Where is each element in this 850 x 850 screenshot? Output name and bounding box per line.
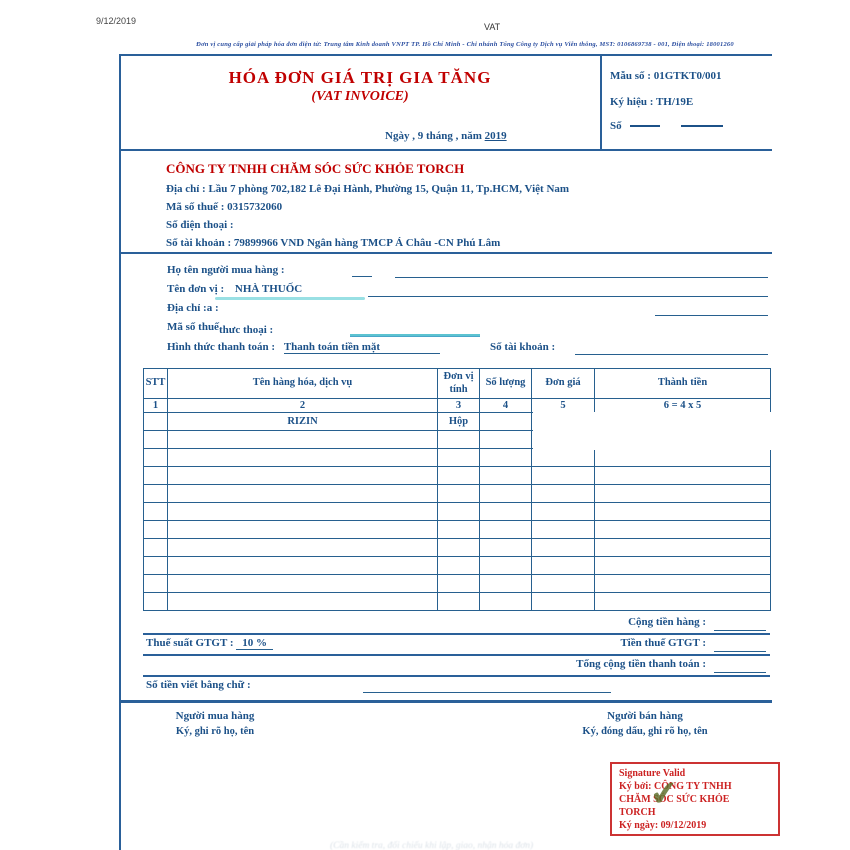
items-table bbox=[143, 368, 771, 611]
page-left-border bbox=[119, 54, 121, 850]
digital-signature-stamp bbox=[610, 762, 780, 836]
col-number: 4 bbox=[480, 399, 532, 413]
empty-row bbox=[144, 557, 771, 575]
item-unit: Hộp bbox=[438, 413, 480, 431]
buyer-unit-line bbox=[167, 283, 302, 295]
item-name: RIZIN bbox=[168, 413, 438, 431]
empty-row bbox=[144, 467, 771, 485]
summary-line bbox=[143, 675, 770, 677]
column-number-row bbox=[144, 399, 771, 413]
seller-account: Số tài khoản : 79899966 VND Ngân hàng TMCP Á Châu -CN Phú Lâm bbox=[166, 237, 501, 249]
vat-rate-label: Thuế suất GTGT : bbox=[146, 637, 234, 649]
seller-phone: Số điện thoại : bbox=[166, 219, 234, 231]
seller-name: CÔNG TY TNHH CHĂM SÓC SỨC KHỎE TORCH bbox=[166, 161, 465, 176]
seller-signature-title: Người bán hàng bbox=[607, 710, 683, 722]
buyer-unit-label: Tên đơn vị : bbox=[167, 283, 225, 295]
total-label: Tổng cộng tiền thanh toán : bbox=[576, 658, 706, 670]
blank-underline bbox=[352, 276, 372, 277]
empty-row bbox=[144, 485, 771, 503]
col-header-stt: STT bbox=[144, 369, 168, 399]
col-number: 6 = 4 x 5 bbox=[595, 399, 771, 413]
form-number-line bbox=[610, 70, 722, 82]
form-value: 01GTKT0/001 bbox=[653, 70, 722, 82]
col-header-amount: Thành tiền bbox=[595, 369, 771, 399]
buyer-name-label: Họ tên người mua hàng : bbox=[167, 264, 285, 276]
serial-label: Ký hiệu : bbox=[610, 96, 654, 108]
col-number: 1 bbox=[144, 399, 168, 413]
vat-rate-line bbox=[146, 637, 273, 649]
form-label: Mẫu số : bbox=[610, 70, 651, 82]
summary-line bbox=[143, 633, 770, 635]
col-header-qty: Số lượng bbox=[480, 369, 532, 399]
item-qty bbox=[480, 413, 532, 431]
page-top-border bbox=[119, 54, 772, 56]
col-header-price: Đơn giá bbox=[532, 369, 595, 399]
checkmark-icon: ✔ bbox=[648, 774, 681, 815]
buyer-tax-line bbox=[167, 321, 274, 336]
number-blank-dash bbox=[681, 125, 723, 127]
empty-row bbox=[144, 503, 771, 521]
col-header-name: Tên hàng hóa, dịch vụ bbox=[168, 369, 438, 399]
seller-address: Địa chỉ : Lầu 7 phòng 702,182 Lê Đại Hành, Phường 15, Quận 11, Tp.HCM, Việt Nam bbox=[166, 183, 570, 195]
vat-amount-label: Tiền thuế GTGT : bbox=[620, 637, 706, 649]
highlight-smudge bbox=[215, 297, 365, 300]
blank-underline bbox=[714, 651, 766, 652]
number-line bbox=[610, 120, 723, 132]
blank-underline bbox=[363, 692, 611, 693]
col-number: 3 bbox=[438, 399, 480, 413]
date-line-prefix: Ngày , 9 tháng , năm bbox=[385, 130, 485, 142]
empty-row bbox=[144, 575, 771, 593]
seller-bottom-line bbox=[119, 252, 772, 254]
subtotal-label: Cộng tiền hàng : bbox=[628, 616, 706, 628]
blank-underline bbox=[395, 277, 768, 278]
empty-row bbox=[144, 593, 771, 611]
number-label: Số bbox=[610, 120, 622, 132]
blank-underline bbox=[714, 672, 766, 673]
serial-line bbox=[610, 96, 693, 108]
item-stt bbox=[144, 413, 168, 431]
blank-underline bbox=[350, 336, 480, 337]
section-thick-line bbox=[119, 700, 772, 703]
buyer-account-label: Số tài khoản : bbox=[490, 341, 556, 353]
date-line-year: 2019 bbox=[484, 130, 507, 142]
payment-method-line bbox=[167, 341, 440, 353]
redaction-patch bbox=[533, 412, 773, 450]
header-bottom-line bbox=[119, 149, 772, 151]
empty-row bbox=[144, 449, 771, 467]
signed-date: Ký ngày: 09/12/2019 bbox=[619, 820, 707, 831]
vat-rate-value: 10 % bbox=[236, 637, 273, 650]
summary-line bbox=[143, 654, 770, 656]
buyer-signature-note: Ký, ghi rõ họ, tên bbox=[175, 726, 255, 737]
signed-by-line1: Ký bởi: CÔNG TY TNHH bbox=[619, 781, 732, 792]
buyer-address-label: Địa chỉ :a : bbox=[167, 302, 219, 314]
table-header-row bbox=[144, 369, 771, 399]
serial-value: TH/19E bbox=[655, 96, 694, 108]
print-title: VAT bbox=[484, 22, 501, 32]
invoice-title: HÓA ĐƠN GIÁ TRỊ GIA TĂNG bbox=[228, 68, 492, 87]
buyer-tax-label: Mã số thuế bbox=[167, 321, 219, 333]
invoice-date-line bbox=[385, 130, 507, 142]
buyer-unit-value: NHÀ THUỐC bbox=[234, 283, 303, 295]
print-date: 9/12/2019 bbox=[96, 16, 137, 26]
buyer-tax-label-overlap: thưc thoại : bbox=[218, 324, 274, 336]
payment-label: Hình thức thanh toán : bbox=[167, 341, 276, 353]
col-header-unit: Đơn vị tính bbox=[438, 369, 480, 399]
blank-underline bbox=[368, 296, 768, 297]
invoice-subtitle: (VAT INVOICE) bbox=[311, 89, 409, 104]
number-blank-dash bbox=[630, 125, 660, 127]
empty-row bbox=[144, 521, 771, 539]
payment-value: Thanh toán tiền mặt bbox=[284, 341, 440, 354]
col-number: 5 bbox=[532, 399, 595, 413]
amount-in-words-label: Số tiền viết bằng chữ : bbox=[146, 679, 251, 691]
blank-underline bbox=[655, 315, 768, 316]
signed-by-line2: CHĂM SÓC SỨC KHỎE bbox=[619, 794, 730, 805]
col-number: 2 bbox=[168, 399, 438, 413]
buyer-signature-title: Người mua hàng bbox=[175, 710, 255, 722]
signature-valid-text: Signature Valid bbox=[619, 768, 686, 779]
footer-fragment: (Cần kiểm tra, đối chiếu khi lập, giao, nhận hóa đơn) bbox=[330, 841, 534, 850]
header-divider bbox=[600, 55, 602, 150]
provider-line: Đơn vị cung cấp giải pháp hóa đơn điện tử: Trung tâm Kinh doanh VNPT TP. Hồ Chí Minh - Chi nhánh Tổng Công ty Dịch vụ Viễn thông, MST: 0106869738 - 001, Điện thoại: 18001260 bbox=[196, 41, 734, 48]
empty-row bbox=[144, 539, 771, 557]
blank-underline bbox=[575, 354, 768, 355]
seller-tax-code: Mã số thuế : 0315732060 bbox=[166, 201, 283, 213]
signed-by-line3: TORCH bbox=[619, 807, 656, 818]
blank-underline bbox=[714, 630, 766, 631]
seller-signature-note: Ký, đóng dấu, ghi rõ họ, tên bbox=[582, 726, 708, 737]
